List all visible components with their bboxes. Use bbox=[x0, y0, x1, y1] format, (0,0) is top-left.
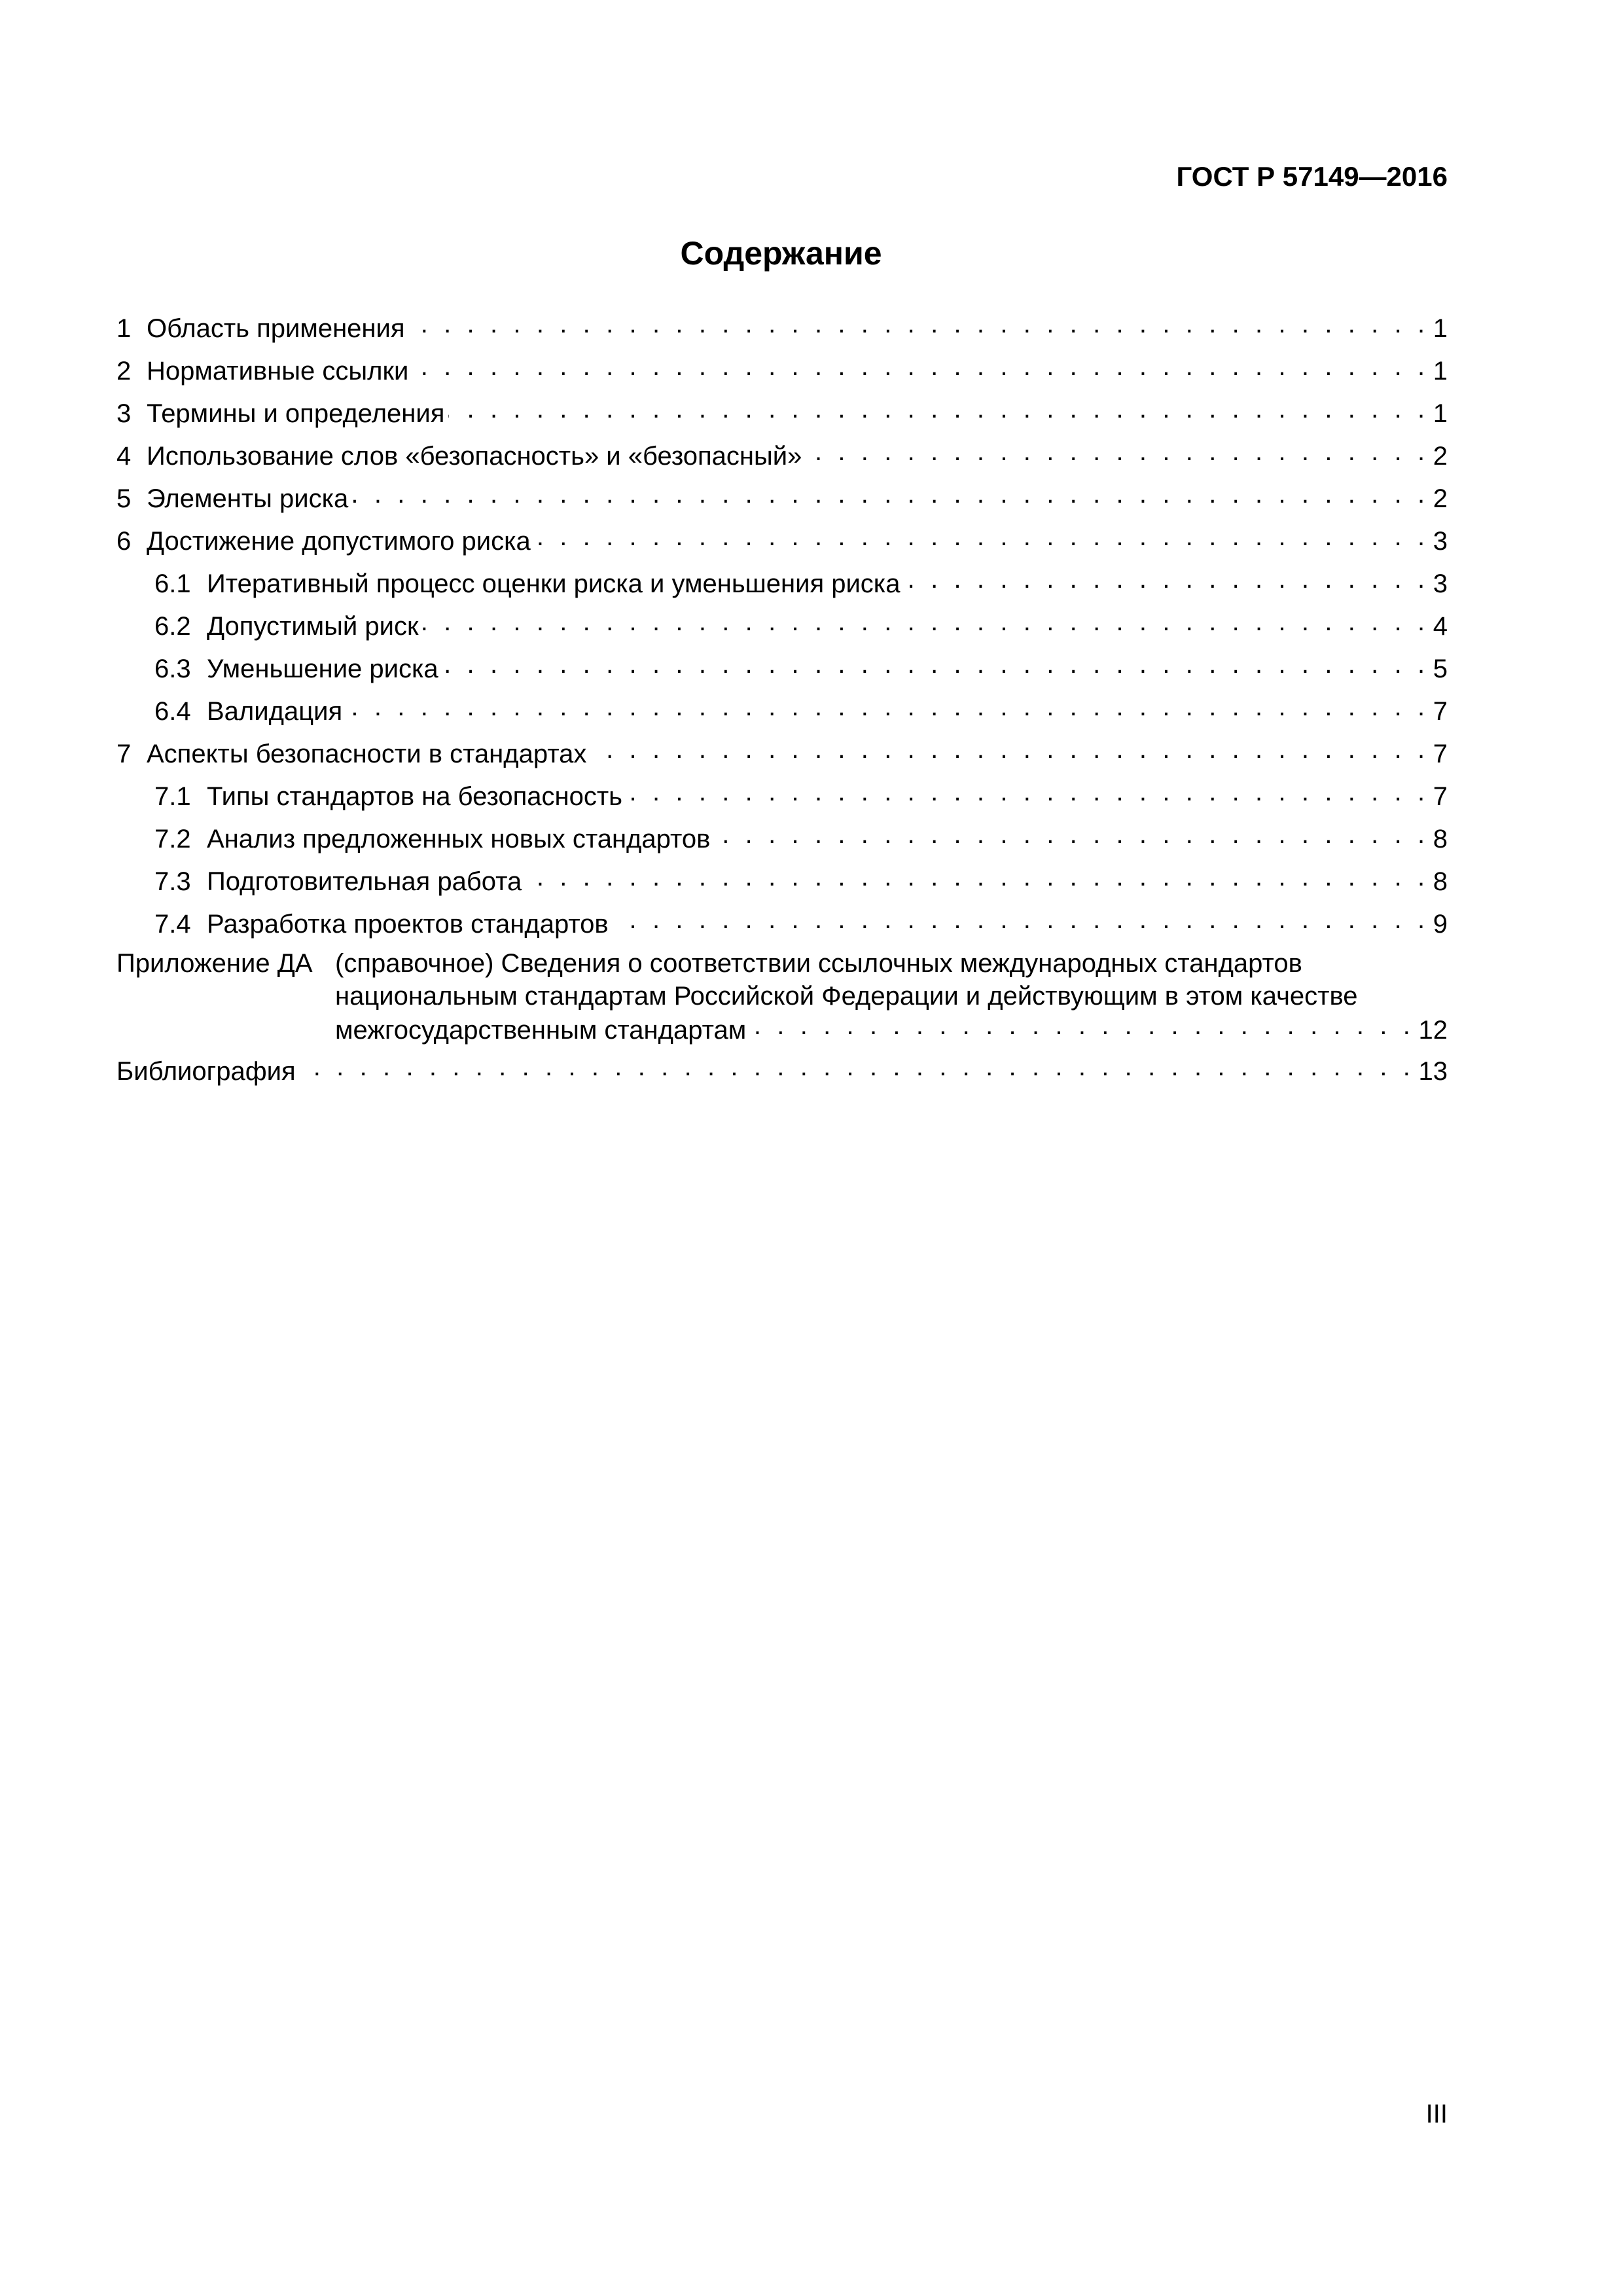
toc-entry-label: Термины и определения bbox=[147, 399, 445, 428]
dot-leader bbox=[412, 353, 1429, 380]
toc-entry-page: 1 bbox=[1433, 314, 1448, 343]
toc-entry-number: 6.4 bbox=[154, 697, 191, 726]
toc-entry-page: 7 bbox=[1433, 697, 1448, 726]
toc-subentry[interactable] bbox=[116, 605, 1448, 648]
dot-leader bbox=[904, 566, 1429, 592]
annex-label: Приложение ДА bbox=[116, 949, 313, 978]
toc-entry-page: 13 bbox=[1418, 1057, 1448, 1086]
toc-entry-page: 9 bbox=[1433, 910, 1448, 939]
dot-leader bbox=[613, 906, 1429, 933]
toc-entry-label: Типы стандартов на безопасность bbox=[207, 782, 622, 811]
toc-entry-number: 4 bbox=[116, 442, 132, 471]
toc-entry-number: 6.1 bbox=[154, 569, 191, 598]
page-number: III bbox=[1425, 2100, 1448, 2128]
dot-leader bbox=[526, 864, 1429, 890]
toc-subentry[interactable] bbox=[116, 818, 1448, 861]
toc-entry-page: 3 bbox=[1433, 527, 1448, 556]
dot-leader bbox=[806, 439, 1429, 465]
toc-entry-number: 2 bbox=[116, 357, 132, 386]
toc-entry-page: 8 bbox=[1433, 825, 1448, 853]
toc-entry-page: 1 bbox=[1433, 357, 1448, 386]
toc-entry-number: 7.2 bbox=[154, 825, 191, 853]
toc-entry[interactable] bbox=[116, 478, 1448, 520]
dot-leader bbox=[300, 1054, 1415, 1080]
toc-subentry[interactable] bbox=[116, 648, 1448, 691]
dot-leader bbox=[346, 694, 1429, 720]
toc-entry-number: 6.3 bbox=[154, 655, 191, 683]
toc-entry-page: 8 bbox=[1433, 867, 1448, 896]
toc-bibliography-entry[interactable] bbox=[116, 1050, 1448, 1093]
toc-subentry[interactable] bbox=[116, 691, 1448, 733]
toc-entry-page: 2 bbox=[1433, 442, 1448, 471]
toc-entry-number: 6.2 bbox=[154, 612, 191, 641]
toc-entry[interactable] bbox=[116, 350, 1448, 393]
toc-entry-page: 7 bbox=[1433, 782, 1448, 811]
toc-subentry[interactable] bbox=[116, 861, 1448, 903]
toc-entry-page: 7 bbox=[1433, 740, 1448, 768]
annex-line-3 bbox=[335, 1013, 1448, 1045]
page-title: Содержание bbox=[680, 235, 882, 272]
dot-leader bbox=[352, 481, 1429, 507]
toc-entry-number: 7.4 bbox=[154, 910, 191, 939]
standard-code: ГОСТ Р 57149—2016 bbox=[1176, 161, 1448, 192]
toc-entry-number: 7.3 bbox=[154, 867, 191, 896]
toc-subentry[interactable] bbox=[116, 903, 1448, 946]
bibliography-label: Библиография bbox=[116, 1057, 296, 1086]
toc-entry-number: 7.1 bbox=[154, 782, 191, 811]
dot-leader bbox=[448, 396, 1429, 422]
dot-leader bbox=[714, 821, 1429, 848]
toc-entry-label: Использование слов «безопасность» и «безопасный» bbox=[147, 442, 802, 471]
toc-entry-number: 3 bbox=[116, 399, 132, 428]
toc-subentry[interactable] bbox=[116, 563, 1448, 605]
dot-leader bbox=[626, 779, 1429, 805]
annex-line-3-text: межгосударственным стандартам bbox=[335, 1016, 747, 1045]
toc-entry-label: Уменьшение риска bbox=[207, 655, 438, 683]
toc-entry-label: Разработка проектов стандартов bbox=[207, 910, 609, 939]
toc-entry[interactable] bbox=[116, 733, 1448, 776]
toc-annex-entry[interactable] bbox=[116, 947, 1448, 1045]
toc-entry-page: 1 bbox=[1433, 399, 1448, 428]
toc-entry-label: Область применения bbox=[147, 314, 405, 343]
toc-entry-label: Элементы риска bbox=[147, 484, 349, 513]
annex-description bbox=[335, 947, 1448, 1045]
toc-entry-label: Валидация bbox=[207, 697, 343, 726]
toc-entry-page: 2 bbox=[1433, 484, 1448, 513]
table-of-contents bbox=[116, 308, 1448, 1093]
toc-entry-number: 6 bbox=[116, 527, 132, 556]
toc-entry-page: 5 bbox=[1433, 655, 1448, 683]
toc-entry-label: Аспекты безопасности в стандартах bbox=[147, 740, 587, 768]
toc-entry[interactable] bbox=[116, 435, 1448, 478]
toc-entry[interactable] bbox=[116, 308, 1448, 350]
toc-entry-label: Достижение допустимого риска bbox=[147, 527, 531, 556]
toc-entry-label: Подготовительная работа bbox=[207, 867, 522, 896]
toc-entry[interactable] bbox=[116, 520, 1448, 563]
toc-entry-label: Нормативные ссылки bbox=[147, 357, 409, 386]
toc-entry-label: Анализ предложенных новых стандартов bbox=[207, 825, 711, 853]
toc-entry-page: 4 bbox=[1433, 612, 1448, 641]
toc-entry-label: Допустимый риск bbox=[207, 612, 419, 641]
toc-entry-number: 5 bbox=[116, 484, 132, 513]
dot-leader bbox=[590, 736, 1429, 762]
dot-leader bbox=[409, 311, 1429, 337]
dot-leader bbox=[535, 524, 1429, 550]
dot-leader bbox=[422, 609, 1429, 635]
dot-leader bbox=[442, 651, 1429, 677]
toc-subentry[interactable] bbox=[116, 776, 1448, 818]
toc-entry-page: 12 bbox=[1418, 1016, 1448, 1045]
toc-entry-page: 3 bbox=[1433, 569, 1448, 598]
toc-entry-number: 7 bbox=[116, 740, 132, 768]
toc-entry[interactable] bbox=[116, 393, 1448, 435]
toc-entry-label: Итеративный процесс оценки риска и уменьшения риска bbox=[207, 569, 901, 598]
annex-line-2: национальным стандартам Российской Федерации и действующим в этом качестве bbox=[335, 982, 1358, 1011]
toc-entry-number: 1 bbox=[116, 314, 132, 343]
dot-leader bbox=[750, 1013, 1414, 1039]
annex-line-1: (справочное) Сведения о соответствии ссылочных международных стандартов bbox=[335, 949, 1302, 978]
